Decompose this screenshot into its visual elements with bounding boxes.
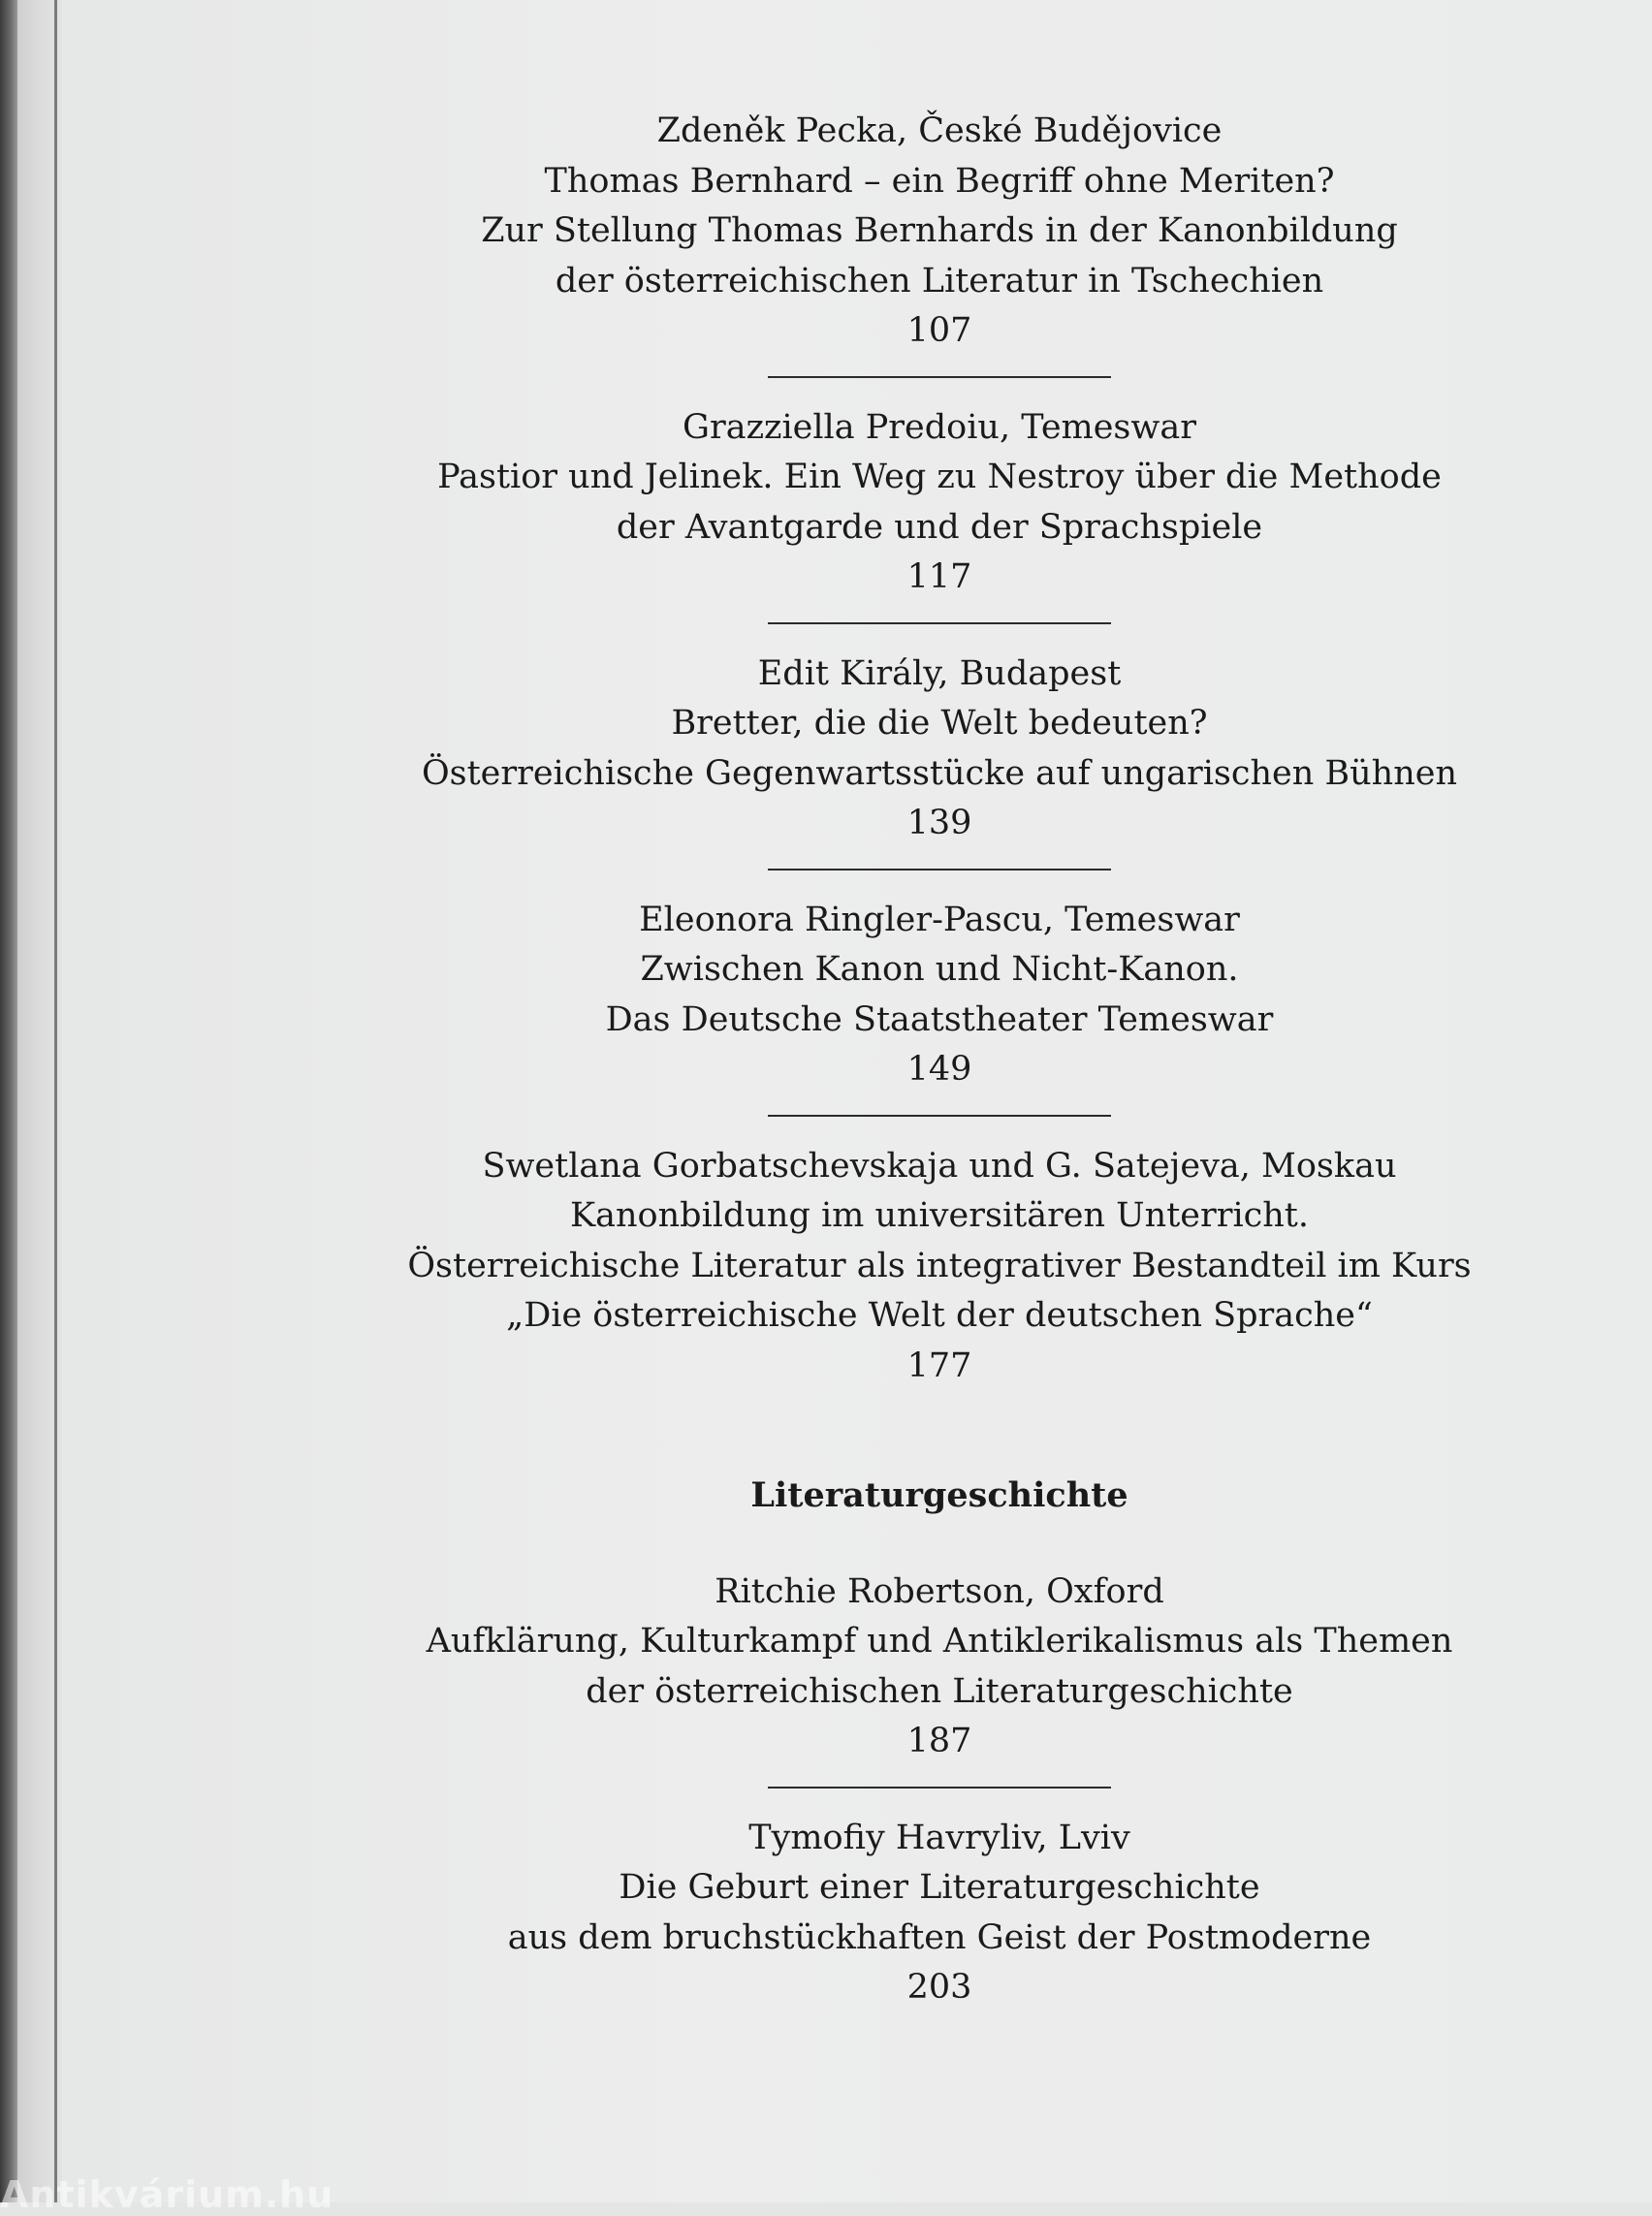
- entry-divider: [768, 376, 1111, 378]
- toc-entry: [353, 403, 1526, 603]
- entry-page-number: 203: [906, 1968, 972, 2007]
- entry-author: Zdeněk Pecka, České Budějovice: [656, 111, 1223, 150]
- table-of-contents: [353, 107, 1526, 2013]
- toc-entry: [353, 1567, 1526, 1767]
- entry-page-number: 187: [906, 1722, 972, 1760]
- entry-title-line: der österreichischen Literatur in Tschechien: [555, 261, 1324, 301]
- entry-title-line: Das Deutsche Staatstheater Temeswar: [605, 999, 1274, 1039]
- toc-entry: [353, 1814, 1526, 2013]
- entry-title-line: Österreichische Literatur als integrativer Bestandteil im Kurs: [407, 1246, 1472, 1285]
- entry-title-line: aus dem bruchstückhaften Geist der Postmoderne: [507, 1917, 1372, 1957]
- section-heading: Literaturgeschichte: [750, 1475, 1128, 1515]
- entry-title-line: Aufklärung, Kulturkampf und Antiklerikalismus als Themen: [426, 1622, 1453, 1661]
- entry-author: Ritchie Robertson, Oxford: [715, 1571, 1164, 1611]
- entry-title-line: Kanonbildung im universitären Unterricht.: [570, 1196, 1309, 1235]
- entry-author: Eleonora Ringler-Pascu, Temeswar: [639, 900, 1240, 939]
- entry-author: Swetlana Gorbatschevskaja und G. Satejeva, Moskau: [482, 1146, 1397, 1186]
- toc-entry: [353, 896, 1526, 1095]
- entry-title-line: Pastior und Jelinek. Ein Weg zu Nestroy über die Methode: [437, 458, 1442, 496]
- toc-entry: [353, 1142, 1526, 1392]
- entry-title-line: Zur Stellung Thomas Bernhards in der Kanonbildung: [481, 211, 1398, 250]
- entry-title-line: Bretter, die die Welt bedeuten?: [671, 704, 1208, 743]
- entry-author: Edit Király, Budapest: [757, 653, 1122, 693]
- entry-page-number: 177: [906, 1345, 972, 1385]
- entry-page-number: 139: [906, 804, 972, 842]
- entry-title-line: der Avantgarde und der Sprachspiele: [616, 507, 1263, 547]
- watermark: Antikvárium.hu: [0, 2173, 334, 2216]
- page-edge-line: [54, 0, 57, 2202]
- entry-divider: [768, 622, 1111, 624]
- toc-entry: [353, 649, 1526, 849]
- entry-title-line: „Die österreichische Welt der deutschen Sprache“: [506, 1296, 1373, 1335]
- entry-title-line: Thomas Bernhard – ein Begriff ohne Meriten?: [544, 161, 1335, 201]
- entry-page-number: 117: [906, 557, 972, 596]
- entries-group-1: [353, 107, 1526, 1391]
- entry-page-number: 107: [906, 311, 972, 350]
- entry-title-line: Zwischen Kanon und Nicht-Kanon.: [640, 950, 1239, 989]
- entry-title-line: Die Geburt einer Literaturgeschichte: [619, 1868, 1260, 1907]
- background-edge: [0, 0, 17, 2202]
- entry-title-line: der österreichischen Literaturgeschichte: [586, 1671, 1293, 1711]
- entry-author: Tymofiy Havryliv, Lviv: [748, 1818, 1130, 1857]
- entry-divider: [768, 1787, 1111, 1789]
- entries-group-2: [353, 1567, 1526, 2013]
- entry-divider: [768, 1115, 1111, 1117]
- entry-author: Grazziella Predoiu, Temeswar: [683, 407, 1196, 447]
- entry-divider: [768, 869, 1111, 871]
- toc-entry: [353, 107, 1526, 357]
- entry-page-number: 149: [906, 1050, 972, 1089]
- entry-title-line: Österreichische Gegenwartsstücke auf ungarischen Bühnen: [421, 753, 1458, 793]
